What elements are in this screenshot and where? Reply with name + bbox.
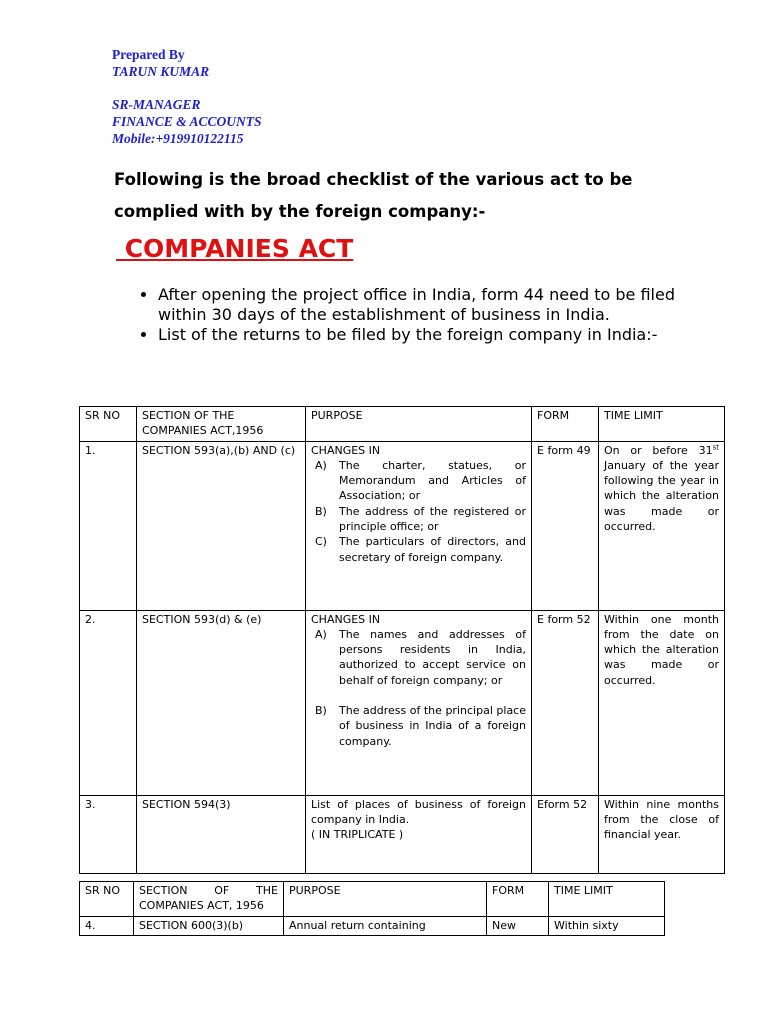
purpose-title: CHANGES IN xyxy=(311,443,381,457)
header-time-limit: TIME LIMIT xyxy=(549,882,665,917)
table-row xyxy=(80,441,725,610)
author-mobile: Mobile:+919910122115 xyxy=(112,131,244,146)
cell-purpose xyxy=(306,610,532,795)
purpose-item: B) The address of the registered or principle office; or xyxy=(315,504,526,534)
returns-table-1 xyxy=(79,406,725,874)
cell-form: E form 49 xyxy=(532,441,599,610)
table-header-row xyxy=(80,407,725,442)
prepared-by-label: Prepared By xyxy=(112,47,185,62)
cell-section: SECTION 600(3)(b) xyxy=(134,916,284,935)
intro-heading: Following is the broad checklist of the various act to be complied with by the foreign company:- xyxy=(114,170,633,221)
cell-sr-no: 1. xyxy=(80,441,137,610)
purpose-item: B) The address of the principal place of business in India of a foreign company. xyxy=(315,704,526,748)
purpose-item: A) The charter, statues, or Memorandum and Articles of Association; or xyxy=(315,458,526,503)
purpose-note: ( IN TRIPLICATE ) xyxy=(311,828,404,842)
cell-section: SECTION 594(3) xyxy=(137,795,306,873)
header-section: SECTION OF THE COMPANIES ACT, 1956 xyxy=(134,882,284,917)
author-block xyxy=(112,46,262,147)
table-row xyxy=(80,610,725,795)
cell-purpose: List of places of business of foreign company in India. ( IN TRIPLICATE ) xyxy=(306,795,532,873)
header-purpose: PURPOSE xyxy=(284,882,487,917)
cell-section: SECTION 593(a),(b) AND (c) xyxy=(137,441,306,610)
header-form: FORM xyxy=(487,882,549,917)
bullet-item: • List of the returns to be filed by the foreign company in India:- xyxy=(158,325,688,345)
purpose-item: A) The names and addresses of persons residents in India, authorized to accept service on behalf of foreign company; or xyxy=(315,627,526,687)
header-sr-no: SR NO xyxy=(80,407,137,442)
author-name: TARUN KUMAR xyxy=(112,64,210,79)
bullet-item: • After opening the project office in India, form 44 need to be filed within 30 days of the establishment of business in India. xyxy=(158,285,688,325)
cell-sr-no: 3. xyxy=(80,795,137,873)
purpose-title: CHANGES IN xyxy=(311,612,381,626)
author-designation: SR-MANAGER xyxy=(112,97,201,112)
table-header-row xyxy=(80,882,665,917)
cell-form: E form 52 xyxy=(532,610,599,795)
cell-form: New xyxy=(487,916,549,935)
header-sr-no: SR NO xyxy=(80,882,134,917)
purpose-item: C) The particulars of directors, and secretary of foreign company. xyxy=(315,535,526,564)
table-row xyxy=(80,916,665,935)
cell-time-limit: Within sixty xyxy=(549,916,665,935)
bullet-list xyxy=(136,285,688,345)
cell-section: SECTION 593(d) & (e) xyxy=(137,610,306,795)
cell-purpose: Annual return containing xyxy=(284,916,487,935)
cell-time-limit: Within one month from the date on which the alteration was made or occurred. xyxy=(599,610,725,795)
header-section: SECTION OF THE COMPANIES ACT,1956 xyxy=(137,407,306,442)
cell-purpose xyxy=(306,441,532,610)
cell-time-limit: On or before 31st January of the year following the year in which the alteration was made or occurred. xyxy=(599,441,725,610)
companies-act-title: COMPANIES ACT xyxy=(116,234,354,263)
header-time-limit: TIME LIMIT xyxy=(599,407,725,442)
header-purpose: PURPOSE xyxy=(306,407,532,442)
cell-sr-no: 4. xyxy=(80,916,134,935)
header-form: FORM xyxy=(532,407,599,442)
table-row xyxy=(80,795,725,873)
author-department: FINANCE & ACCOUNTS xyxy=(112,114,262,129)
cell-form: Eform 52 xyxy=(532,795,599,873)
cell-time-limit: Within nine months from the close of financial year. xyxy=(599,795,725,873)
returns-table-2 xyxy=(79,881,665,936)
cell-sr-no: 2. xyxy=(80,610,137,795)
